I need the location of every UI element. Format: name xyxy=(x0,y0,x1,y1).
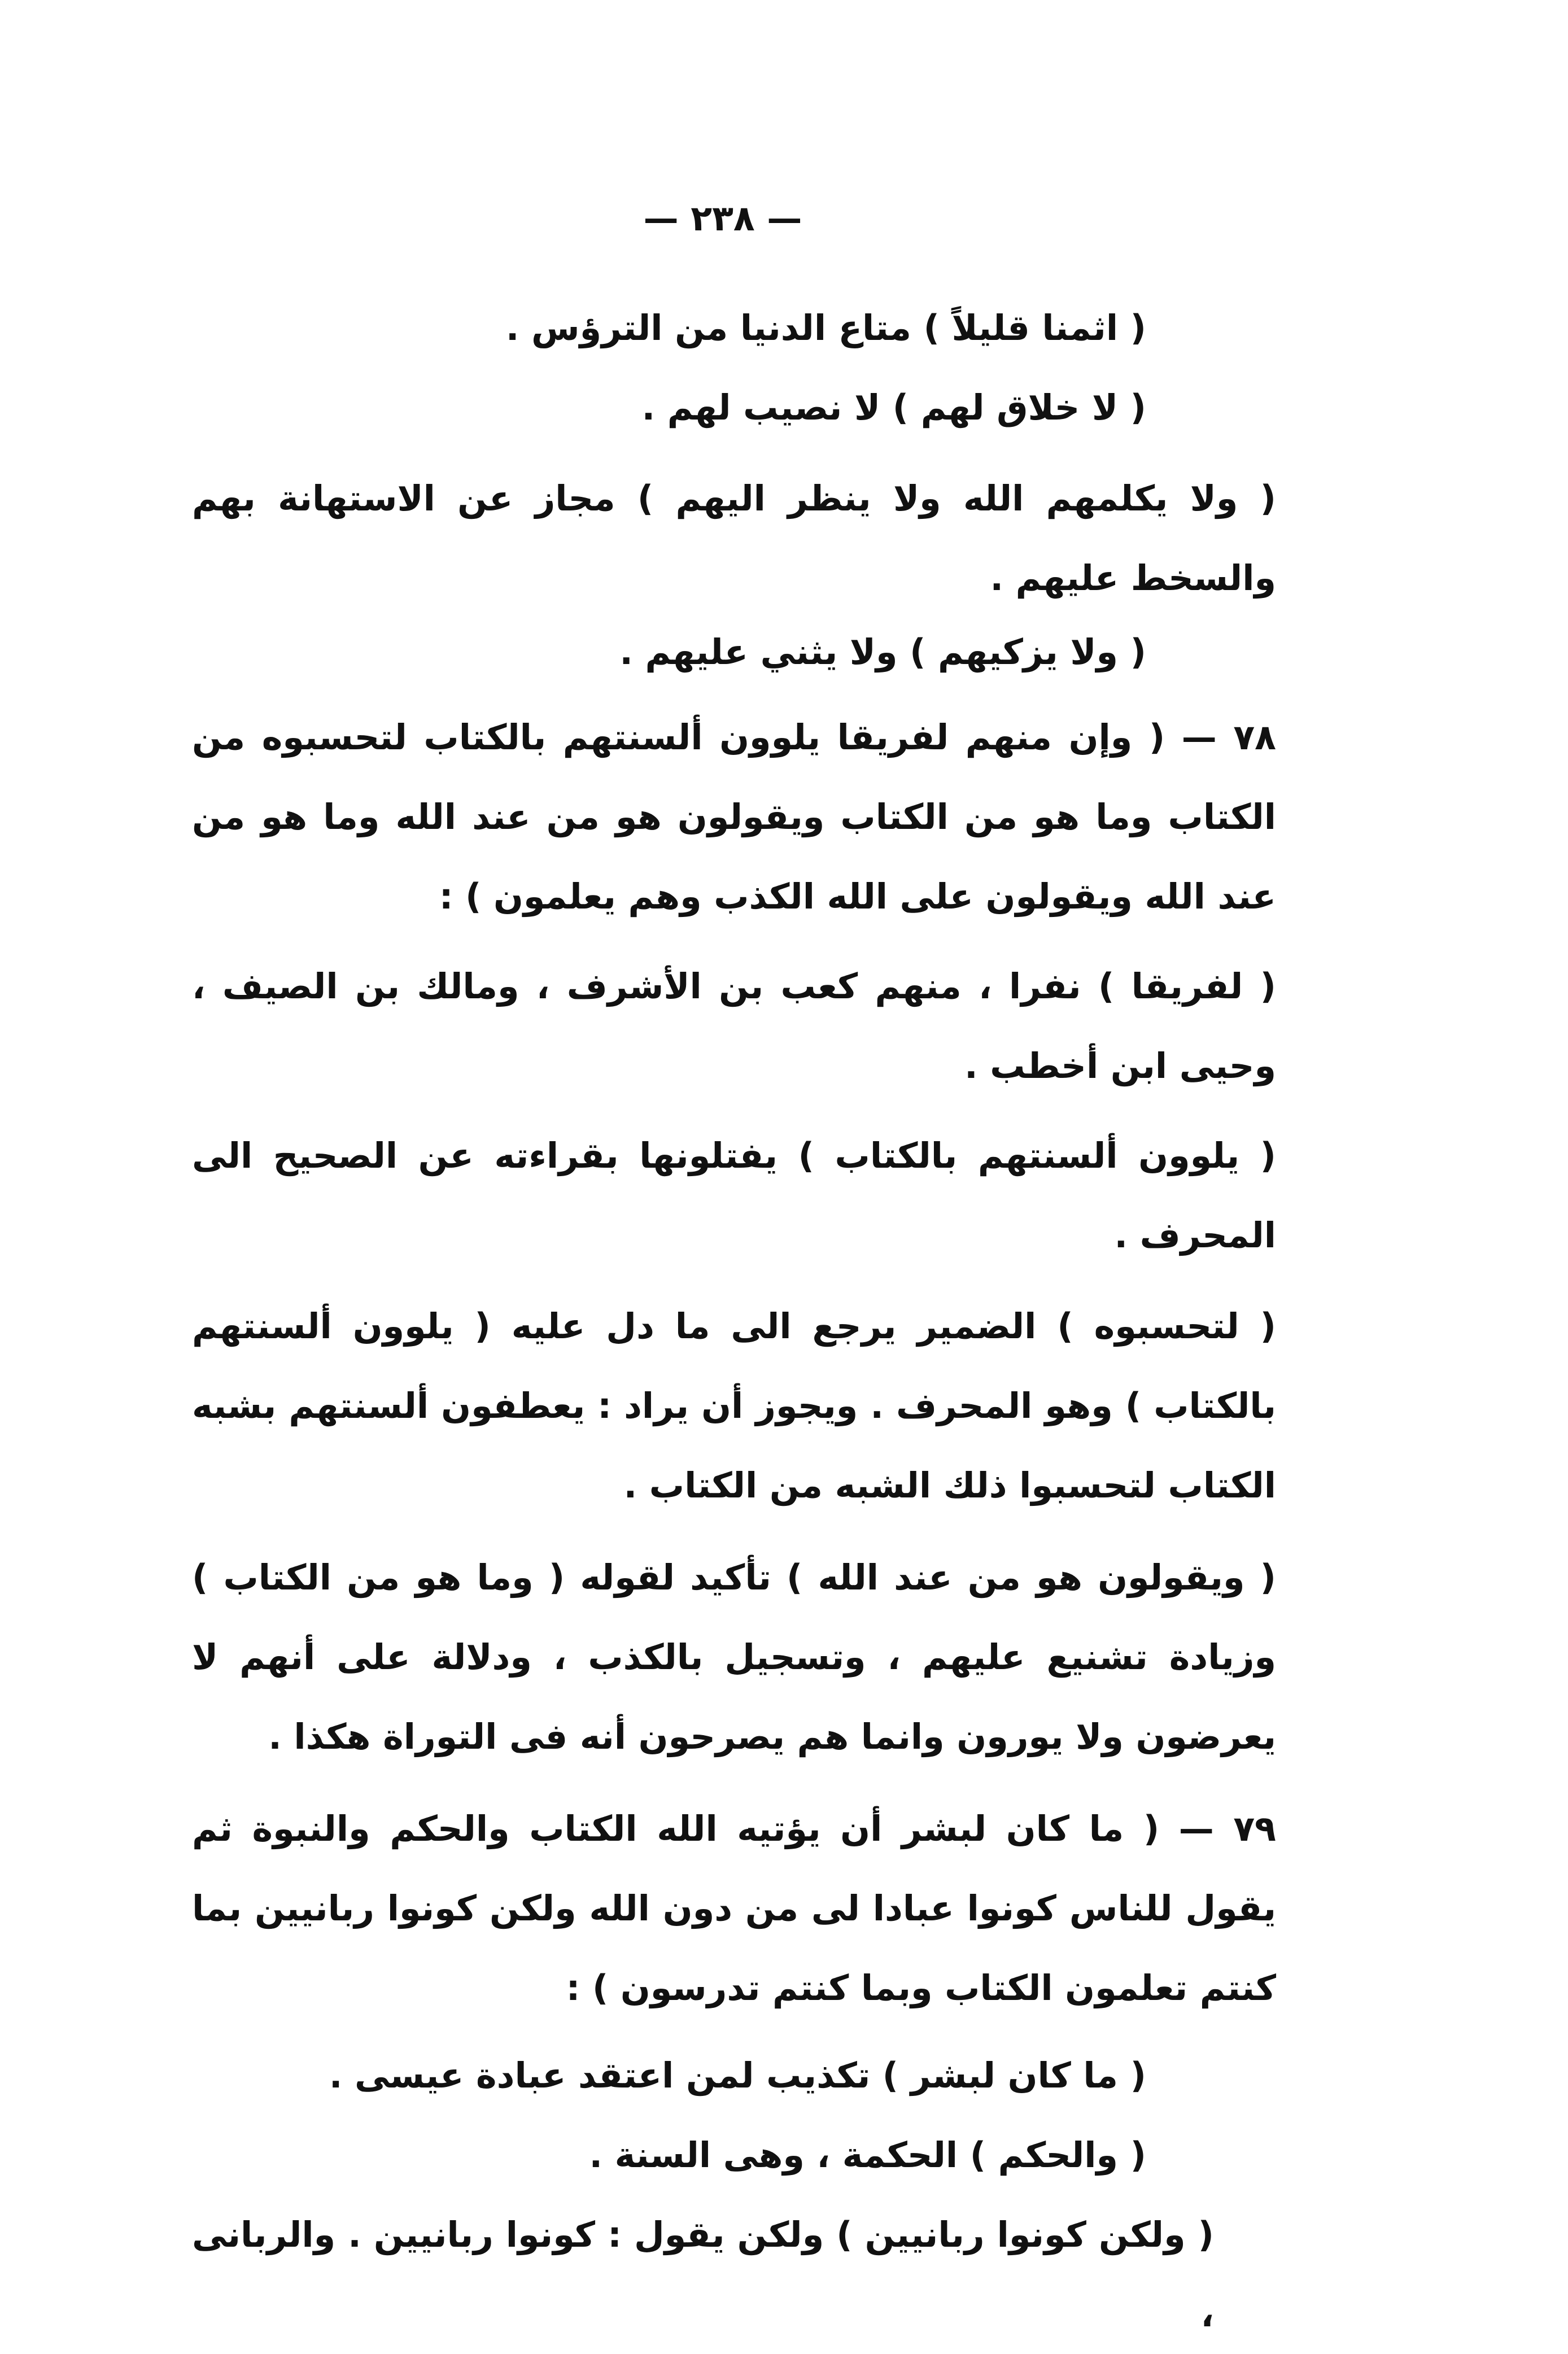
gloss-paragraph: ( والحكم ) الحكمة ، وهى السنة . xyxy=(589,2134,1146,2176)
gloss-paragraph: ( ولكن كونوا ربانيين ) ولكن يقول : كونوا ربانيين . والربانى ، xyxy=(192,2214,1214,2335)
gloss-paragraph: ( ما كان لبشر ) تكذيب لمن اعتقد عبادة عيسى . xyxy=(329,2055,1146,2096)
gloss-paragraph: ( ولا يكلمهم الله ولا ينظر اليهم ) مجاز عن الاستهانة بهم والسخط عليهم . xyxy=(192,478,1276,599)
gloss-paragraph: ( لفريقا ) نفرا ، منهم كعب بن الأشرف ، ومالك بن الصيف ، وحيى ابن أخطب . xyxy=(192,966,1276,1086)
gloss-paragraph: ( يلوون ألسنتهم بالكتاب ) يفتلونها بقراءته عن الصحيح الى المحرف . xyxy=(192,1135,1276,1256)
gloss-paragraph: ( ويقولون هو من عند الله ) تأكيد لقوله ( وما هو من الكتاب ) وزيادة تشنيع عليهم ، وتسجيل بالكذب ، ودلالة على أنهم لا يعرضون ولا يورون وانما هم يصرحون أنه فى التوراة هكذا . xyxy=(192,1557,1276,1757)
body-text xyxy=(192,288,1276,2354)
gloss-paragraph: ( لتحسبوه ) الضمير يرجع الى ما دل عليه ( يلوون ألسنتهم بالكتاب ) وهو المحرف . ويجوز أن يراد : يعطفون ألسنتهم بشبه الكتاب لتحسبوا ذلك الشبه من الكتاب . xyxy=(192,1305,1276,1506)
gloss-paragraph: ( ولا يزكيهم ) ولا يثني عليهم . xyxy=(619,631,1146,672)
gloss-paragraph: ( لا خلاق لهم ) لا نصيب لهم . xyxy=(641,387,1146,428)
verse-paragraph: ٧٨ — ( وإن منهم لفريقا يلوون ألسنتهم بالكتاب لتحسبوه من الكتاب وما هو من الكتاب ويقولون هو من عند الله وما هو من عند الله ويقولون على الله الكذب وهم يعلمون ) : xyxy=(192,717,1276,917)
gloss-paragraph: ( اثمنا قليلاً ) متاع الدنيا من الترؤس . xyxy=(505,307,1146,348)
page-number: — ٢٣٨ — xyxy=(643,198,802,239)
verse-paragraph: ٧٩ — ( ما كان لبشر أن يؤتيه الله الكتاب والحكم والنبوة ثم يقول للناس كونوا عبادا لى من دون الله ولكن كونوا ربانيين بما كنتم تعلمون الكتاب وبما كنتم تدرسون ) : xyxy=(192,1808,1276,2008)
